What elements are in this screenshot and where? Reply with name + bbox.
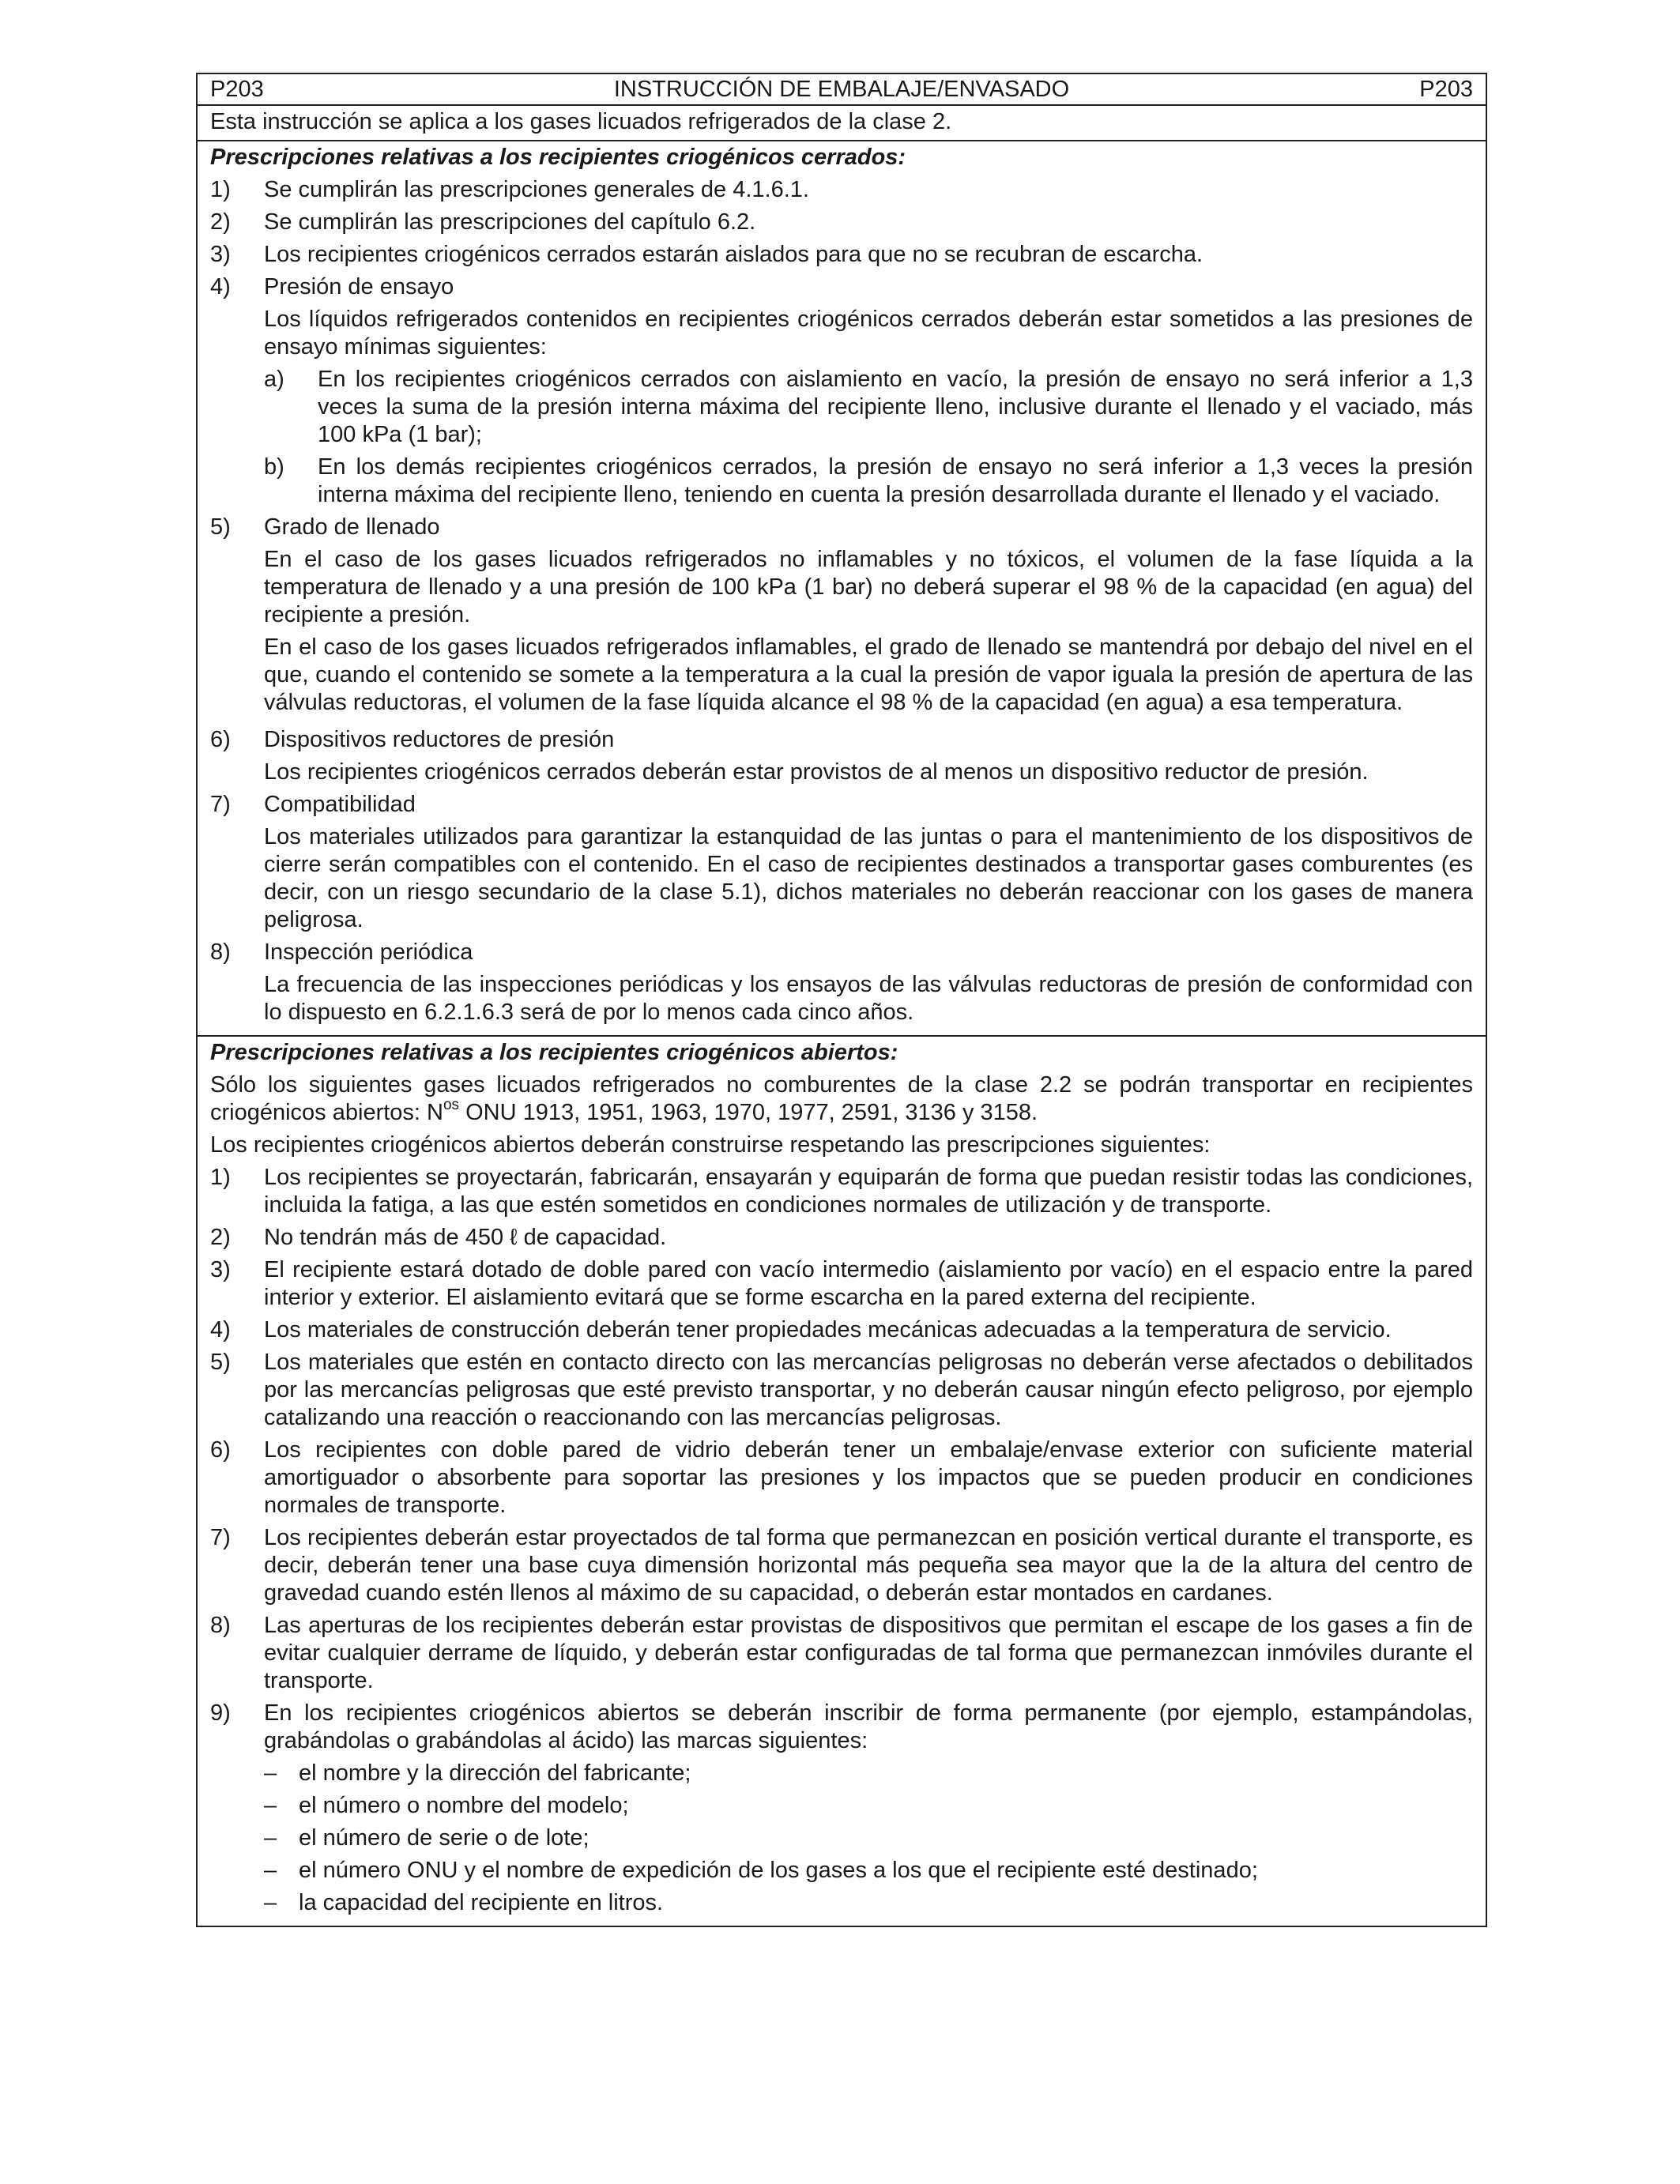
- dash-marker: –: [264, 1793, 277, 1818]
- table-header: [198, 74, 1486, 106]
- mark-item: [264, 1824, 1473, 1852]
- item-title: Compatibilidad: [264, 792, 416, 817]
- item-paragraph: Los líquidos refrigerados contenidos en recipientes criogénicos cerrados deberán estar sometidos a las presiones de ensayo mínimas siguientes:: [264, 307, 1473, 360]
- sub-item-letter: b): [264, 454, 284, 480]
- item-number: 9): [210, 1700, 231, 1726]
- list-item: [210, 1224, 1473, 1252]
- packing-instruction-table: [196, 73, 1487, 1927]
- item-number: 6): [210, 1437, 231, 1463]
- list-item: [210, 1316, 1473, 1344]
- mark-item: [264, 1760, 1473, 1787]
- list-item: [210, 1256, 1473, 1312]
- sub-item: [264, 454, 1473, 509]
- mark-text: el número ONU y el nombre de expedición de los gases a los que el recipiente esté destinado;: [299, 1858, 1258, 1883]
- item-text: Los materiales que estén en contacto directo con las mercancías peligrosas no deberán verse afectados o debilitados por las mercancías peligrosas que esté previsto transportar, y no deberán causar ningún efecto peligroso, por ejemplo catalizando una reacción o reaccionando con las mercancías peligrosas.: [264, 1350, 1473, 1430]
- item-paragraph: En el caso de los gases licuados refrigerados inflamables, el grado de llenado se mantendrá por debajo del nivel en el que, cuando el contenido se somete a la temperatura a la cual la presión de vapor iguala la presión de apertura de las válvulas reductoras, el volumen de la fase líquida alcance el 98 % de la capacidad (en agua) a esa temperatura.: [264, 634, 1473, 715]
- open-construction-paragraph: Los recipientes criogénicos abiertos deberán construirse respetando las prescripciones siguientes:: [210, 1132, 1211, 1158]
- closed-section-heading: Prescripciones relativas a los recipientes criogénicos cerrados:: [210, 145, 906, 170]
- list-item: [210, 209, 1473, 236]
- item-paragraph: En el caso de los gases licuados refrigerados no inflamables y no tóxicos, el volumen de la fase líquida a la temperatura de llenado y a una presión de 100 kPa (1 bar) no deberá superar el 98 % de la capacidad (en agua) del recipiente a presión.: [264, 547, 1473, 627]
- mark-item: [264, 1792, 1473, 1820]
- mark-text: la capacidad del recipiente en litros.: [299, 1890, 664, 1915]
- dash-marker: –: [264, 1890, 277, 1915]
- sub-item-letter: a): [264, 367, 284, 392]
- item-paragraph: Los recipientes criogénicos cerrados deberán estar provistos de al menos un dispositivo reductor de presión.: [264, 759, 1369, 785]
- item-number: 4): [210, 274, 231, 299]
- item-number: 6): [210, 727, 231, 752]
- item-number: 3): [210, 242, 231, 267]
- item-text: Los recipientes se proyectarán, fabricarán, ensayarán y equiparán de forma que puedan resistir todas las condiciones, incluida la fatiga, a las que estén sometidos en condiciones normales de utilización y de transporte.: [264, 1165, 1473, 1218]
- list-item: [210, 1164, 1473, 1219]
- item-number: 3): [210, 1257, 231, 1282]
- item-number: 5): [210, 514, 231, 540]
- list-item: [210, 241, 1473, 269]
- list-item-pressure-relief: [210, 726, 1473, 786]
- item-number: 7): [210, 792, 231, 817]
- list-item: [210, 1349, 1473, 1432]
- item-number: 2): [210, 1225, 231, 1250]
- item-text: Se cumplirán las prescripciones del capítulo 6.2.: [264, 209, 756, 235]
- item-paragraph: Los materiales utilizados para garantizar la estanquidad de las juntas o para el mantenimiento de los dispositivos de cierre serán compatibles con el contenido. En el caso de recipientes destinados a transportar gases comburentes (es decir, con un riesgo secundario de la clase 5.1), dichos materiales no deberán reaccionar con los gases de manera peligrosa.: [264, 824, 1473, 932]
- item-number: 8): [210, 939, 231, 965]
- list-item: [210, 176, 1473, 204]
- mark-text: el nombre y la dirección del fabricante;: [299, 1760, 691, 1786]
- list-item: [210, 1524, 1473, 1607]
- list-item: [210, 1612, 1473, 1695]
- sub-item-text: En los recipientes criogénicos cerrados con aislamiento en vacío, la presión de ensayo no será inferior a 1,3 veces la suma de la presión interna máxima del recipiente lleno, inclusive durante el llenado y el vaciado, más 100 kPa (1 bar);: [318, 367, 1473, 447]
- sub-item: [264, 366, 1473, 449]
- scope-text: Esta instrucción se aplica a los gases licuados refrigerados de la clase 2.: [210, 109, 952, 134]
- dash-marker: –: [264, 1760, 277, 1786]
- item-number: 8): [210, 1613, 231, 1638]
- item-number: 5): [210, 1350, 231, 1375]
- instruction-code-right: P203: [1419, 76, 1473, 102]
- sub-item-text: En los demás recipientes criogénicos cerrados, la presión de ensayo no será inferior a 1,3 veces la presión interna máxima del recipiente lleno, teniendo en cuenta la presión desarrollada durante el llenado y el vaciado.: [318, 454, 1473, 507]
- list-item-filling-degree: [210, 514, 1473, 717]
- item-number: 1): [210, 1165, 231, 1190]
- mark-item: [264, 1889, 1473, 1917]
- dash-marker: –: [264, 1825, 277, 1851]
- instruction-code-left: P203: [210, 76, 264, 102]
- item-text: El recipiente estará dotado de doble pared con vacío intermedio (aislamiento por vacío) en el espacio entre la pared interior y exterior. El aislamiento evitará que se forme escarcha en la pared externa del recipiente.: [264, 1257, 1473, 1310]
- list-item: [210, 1437, 1473, 1519]
- list-item-periodic-inspection: [210, 939, 1473, 1026]
- scope-row: [198, 106, 1486, 141]
- list-item-test-pressure: [210, 273, 1473, 509]
- mark-item: [264, 1857, 1473, 1885]
- instruction-title: INSTRUCCIÓN DE EMBALAJE/ENVASADO: [613, 76, 1070, 102]
- item-text: No tendrán más de 450 ℓ de capacidad.: [264, 1225, 667, 1250]
- open-gases-paragraph: Sólo los siguientes gases licuados refrigerados no comburentes de la clase 2.2 se podrán transportar en recipientes criogénicos abiertos: $N^{os}$ ONU 1913, 1951, 1963, 1970, 1977, 2591, 3136 y 3158.: [210, 1072, 1473, 1125]
- item-number: 7): [210, 1525, 231, 1550]
- item-number: 1): [210, 177, 231, 202]
- dash-marker: –: [264, 1858, 277, 1883]
- item-title: Presión de ensayo: [264, 274, 454, 299]
- item-text: Los recipientes con doble pared de vidrio deberán tener un embalaje/envase exterior con suficiente material amortiguador o absorbente para soportar las presiones y los impactos que se pueden producir en condiciones normales de transporte.: [264, 1437, 1473, 1518]
- list-item-compatibility: [210, 791, 1473, 934]
- item-text: En los recipientes criogénicos abiertos se deberán inscribir de forma permanente (por ejemplo, estampándolas, grabándolas o grabándolas al ácido) las marcas siguientes:: [264, 1700, 1473, 1753]
- list-item-marks: [210, 1700, 1473, 1917]
- item-title: Inspección periódica: [264, 939, 473, 965]
- item-number: 4): [210, 1317, 231, 1342]
- item-text: Se cumplirán las prescripciones generales de 4.1.6.1.: [264, 177, 809, 202]
- open-section-heading: Prescripciones relativas a los recipientes criogénicos abiertos:: [210, 1040, 898, 1065]
- item-text: Los materiales de construcción deberán tener propiedades mecánicas adecuadas a la temperatura de servicio.: [264, 1317, 1392, 1342]
- open-receptacles-section: [198, 1037, 1486, 1926]
- mark-text: el número de serie o de lote;: [299, 1825, 590, 1851]
- item-text: Los recipientes criogénicos cerrados estarán aislados para que no se recubran de escarcha.: [264, 242, 1203, 267]
- item-paragraph: La frecuencia de las inspecciones periódicas y los ensayos de las válvulas reductoras de presión de conformidad con lo dispuesto en 6.2.1.6.3 será de por lo menos cada cinco años.: [264, 972, 1473, 1025]
- item-number: 2): [210, 209, 231, 235]
- item-text: Los recipientes deberán estar proyectados de tal forma que permanezcan en posición vertical durante el transporte, es decir, deberán tener una base cuya dimensión horizontal más pequeña sea mayor que la de la altura del centro de gravedad cuando estén llenos al máximo de su capacidad, o deberán estar montados en cardanes.: [264, 1525, 1473, 1606]
- item-title: Dispositivos reductores de presión: [264, 727, 615, 752]
- item-title: Grado de llenado: [264, 514, 440, 540]
- item-text: Las aperturas de los recipientes deberán estar provistas de dispositivos que permitan el escape de los gases a fin de evitar cualquier derrame de líquido, y deberán estar configuradas de tal forma que permanezcan inmóviles durante el transporte.: [264, 1613, 1473, 1693]
- mark-text: el número o nombre del modelo;: [299, 1793, 629, 1818]
- closed-receptacles-section: [198, 141, 1486, 1037]
